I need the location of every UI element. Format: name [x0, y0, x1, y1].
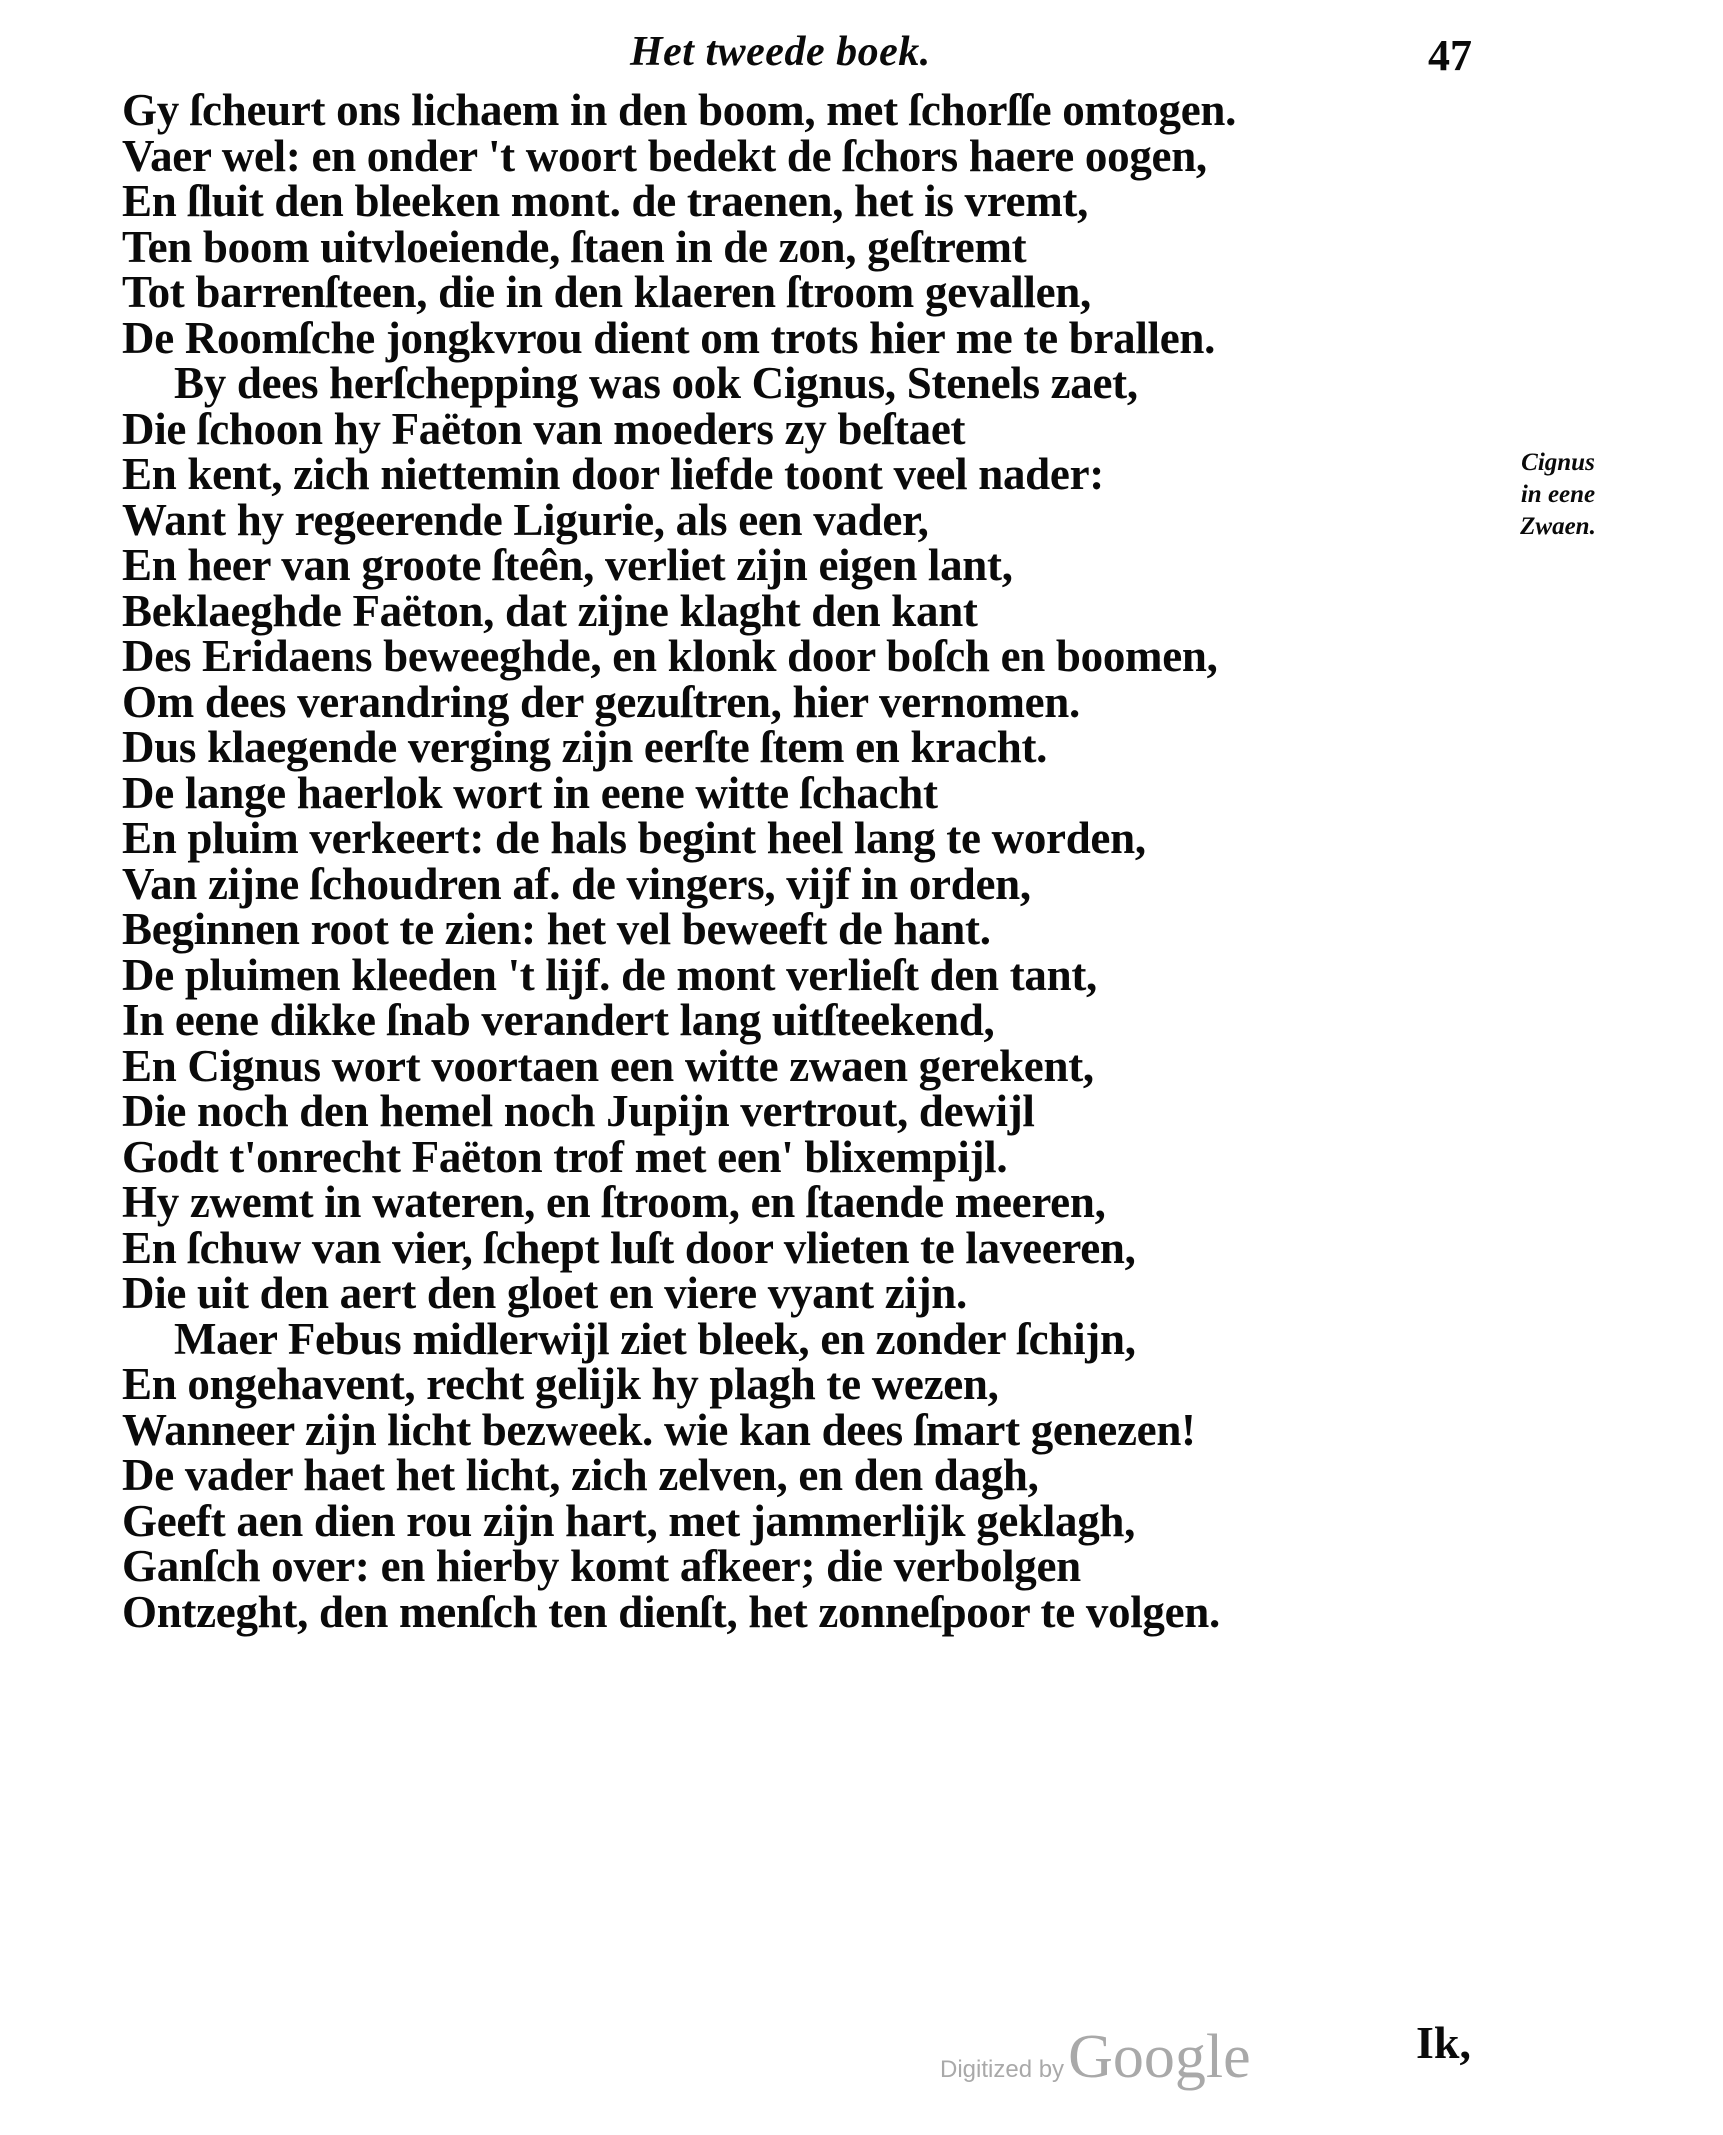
watermark-prefix: Digitized by [940, 2056, 1065, 2083]
verse-line: In eene dikke ſnab verandert lang uitſteekend, [122, 995, 995, 1045]
verse-line: De pluimen kleeden 't lijf. de mont verlieſt den tant, [122, 949, 1097, 1000]
running-head: Het tweede boek. [630, 29, 931, 75]
verse-line-indented: Maer Febus midlerwijl ziet bleek, en zonder ſchijn, [174, 1313, 1136, 1364]
verse-line: De Roomſche jongkvrou dient om trots hier me te brallen. [122, 312, 1216, 363]
verse-line: Ten boom uitvloeiende, ſtaen in de zon, geſtremt [122, 221, 1027, 272]
verse-line: Hy zwemt in wateren, en ſtroom, en ſtaende meeren, [122, 1177, 1106, 1227]
catchword: Ik, [1416, 2017, 1471, 2068]
marginal-note-line: Zwaen. [1520, 513, 1596, 540]
verse-line: Ontzeght, den menſch ten dienſt, het zonneſpoor te volgen. [122, 1586, 1220, 1637]
marginal-note-line: Cignus [1521, 449, 1595, 476]
verse-line: En Cignus wort voortaen een witte zwaen gerekent, [122, 1040, 1094, 1091]
verse-line: En ongehavent, recht gelijk hy plagh te wezen, [122, 1359, 999, 1409]
verse-line: Beklaeghde Faëton, dat zijne klaght den kant [122, 585, 978, 636]
verse-line: Beginnen root te zien: het vel beweeft de hant. [122, 904, 991, 954]
verse-line: Van zijne ſchoudren af. de vingers, vijf in orden, [122, 858, 1031, 909]
verse-line: Die uit den aert den gloet en viere vyant zijn. [122, 1268, 967, 1318]
verse-line: De vader haet het licht, zich zelven, en den dagh, [122, 1450, 1039, 1500]
google-logo-text: Google [1068, 2023, 1251, 2091]
verse-line: En pluim verkeert: de hals begint heel lang te worden, [122, 813, 1146, 863]
verse-line: En ſluit den bleeken mont. de traenen, het is vremt, [122, 176, 1089, 226]
verse-line: Wanneer zijn licht bezweek. wie kan dees ſmart genezen! [122, 1404, 1196, 1455]
verse-line: De lange haerlok wort in eene witte ſchacht [122, 767, 938, 818]
verse-line: En kent, zich niettemin door liefde toont veel nader: [122, 449, 1104, 499]
digitized-by-google-watermark [940, 2022, 1251, 2093]
verse-block [122, 85, 1482, 1637]
page-number: 47 [1428, 31, 1472, 80]
verse-line: Tot barrenſteen, die in den klaeren ſtroom gevallen, [122, 267, 1091, 317]
verse-line: Want hy regeerende Ligurie, als een vader, [122, 494, 929, 545]
verse-line: En heer van groote ſteên, verliet zijn eigen lant, [122, 540, 1013, 590]
verse-line: Godt t'onrecht Faëton trof met een' blixempijl. [122, 1131, 1008, 1182]
verse-line: Ganſch over: en hierby komt afkeer; die verbolgen [122, 1541, 1081, 1591]
verse-line-indented: By dees herſchepping was ook Cignus, Stenels zaet, [174, 358, 1138, 408]
verse-line: Geeft aen dien rou zijn hart, met jammerlijk geklagh, [122, 1495, 1136, 1546]
verse-line: Vaer wel: en onder 't woort bedekt de ſchors haere oogen, [122, 130, 1207, 181]
verse-line: Die noch den hemel noch Jupijn vertrout, dewijl [122, 1086, 1035, 1136]
verse-line: Die ſchoon hy Faëton van moeders zy beſtaet [122, 403, 966, 454]
marginal-note [1498, 447, 1618, 543]
verse-line: En ſchuw van vier, ſchept luſt door vlieten te laveeren, [122, 1222, 1136, 1273]
verse-line: Om dees verandring der gezuſtren, hier vernomen. [122, 676, 1080, 727]
marginal-note-line: in eene [1520, 481, 1596, 508]
verse-line: Dus klaegende verging zijn eerſte ſtem en kracht. [122, 722, 1048, 772]
verse-line: Gy ſcheurt ons lichaem in den boom, met ſchorſſe omtogen. [122, 85, 1237, 135]
verse-line: Des Eridaens beweeghde, en klonk door boſch en boomen, [122, 631, 1218, 681]
